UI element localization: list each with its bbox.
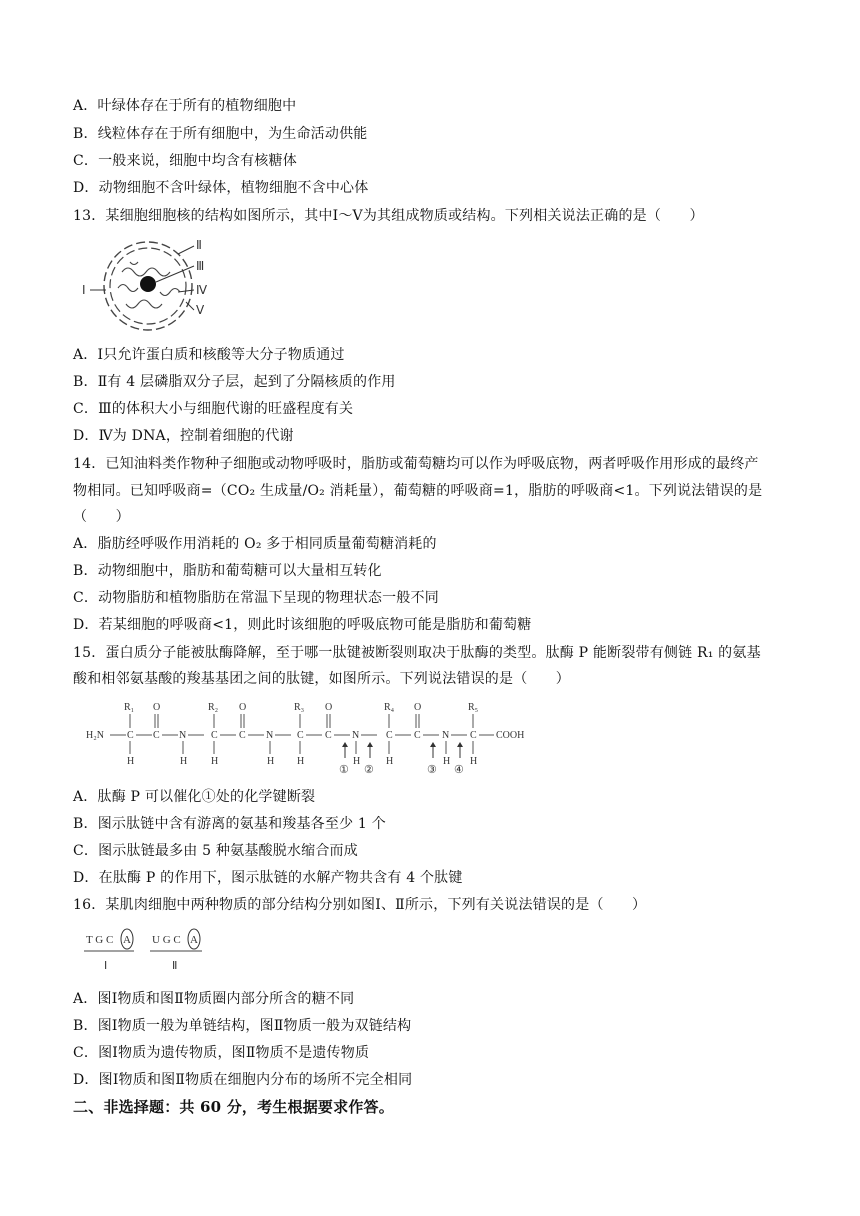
label-III: Ⅲ bbox=[196, 259, 205, 273]
atom-n: N bbox=[266, 730, 274, 741]
q13-option-a: A．Ⅰ只允许蛋白质和核酸等大分子物质通过 bbox=[73, 347, 345, 363]
atom-c: C bbox=[325, 730, 332, 741]
atom-c: C bbox=[414, 730, 421, 741]
atom-h: H bbox=[470, 756, 478, 767]
figure-I-circled-base: A bbox=[123, 934, 131, 946]
marker-2: ② bbox=[364, 764, 374, 776]
atom-h: H bbox=[353, 756, 361, 767]
nucleus-figure bbox=[82, 232, 222, 338]
atom-h: H bbox=[127, 756, 135, 767]
atom-c: C bbox=[153, 730, 160, 741]
nucleolus-shape bbox=[140, 276, 156, 292]
label-II: Ⅱ bbox=[196, 238, 202, 252]
side-chain-r2: R₂ bbox=[208, 702, 219, 713]
q13-stem: 13．某细胞细胞核的结构如图所示，其中Ⅰ～Ⅴ为其组成物质或结构。下列相关说法正确的是（ ） bbox=[73, 208, 704, 224]
q15-stem-line2: 酸和相邻氨基酸的羧基基团之间的肽键，如图所示。下列说法错误的是（ ） bbox=[73, 671, 570, 687]
section2-heading: 二、非选择题：共 60 分，考生根据要求作答。 bbox=[73, 1098, 394, 1116]
atom-n: N bbox=[352, 730, 360, 741]
atom-o: O bbox=[153, 702, 161, 713]
q13-option-b: B．Ⅱ有 4 层磷脂双分子层，起到了分隔核质的作用 bbox=[73, 374, 396, 390]
q13-option-c: C．Ⅲ的体积大小与细胞代谢的旺盛程度有关 bbox=[73, 401, 354, 417]
q16-option-a: A．图Ⅰ物质和图Ⅱ物质圈内部分所含的糖不同 bbox=[73, 991, 355, 1007]
side-chain-r1: R₁ bbox=[124, 702, 135, 713]
side-chain-r4: R₄ bbox=[384, 702, 395, 713]
nucleotide-figure bbox=[84, 925, 214, 975]
atom-h: H bbox=[211, 756, 219, 767]
side-chain-r5: R₅ bbox=[468, 702, 479, 713]
atom-o: O bbox=[239, 702, 247, 713]
q16-stem: 16．某肌肉细胞中两种物质的部分结构分别如图Ⅰ、Ⅱ所示，下列有关说法错误的是（ ） bbox=[73, 897, 647, 913]
atom-h: H bbox=[267, 756, 275, 767]
atom-n: N bbox=[179, 730, 187, 741]
n-terminus: H₂N bbox=[86, 730, 104, 741]
q16-option-c: C．图Ⅰ物质为遗传物质，图Ⅱ物质不是遗传物质 bbox=[73, 1045, 370, 1061]
figure-II-label: Ⅱ bbox=[172, 960, 178, 972]
atom-c: C bbox=[211, 730, 218, 741]
marker-4: ④ bbox=[454, 764, 464, 776]
side-chain-r3: R₃ bbox=[294, 702, 305, 713]
marker-3: ③ bbox=[427, 764, 437, 776]
q14-option-d: D．若某细胞的呼吸商<1，则此时该细胞的呼吸底物可能是脂肪和葡萄糖 bbox=[73, 617, 532, 633]
label-IV: Ⅳ bbox=[196, 283, 208, 297]
q15-option-a: A．肽酶 P 可以催化①处的化学键断裂 bbox=[73, 789, 316, 805]
figure-I-label: Ⅰ bbox=[104, 960, 108, 972]
peptide-chain-figure bbox=[84, 700, 554, 776]
atom-o: O bbox=[325, 702, 333, 713]
figure-II-circled-base: A bbox=[190, 934, 198, 946]
figure-II-bases: U G C bbox=[152, 934, 181, 946]
atom-c: C bbox=[239, 730, 246, 741]
atom-h: H bbox=[180, 756, 188, 767]
q14-option-c: C．动物脂肪和植物脂肪在常温下呈现的物理状态一般不同 bbox=[73, 590, 439, 606]
q14-stem-line3: （ ） bbox=[73, 509, 130, 525]
q14-stem-line1: 14．已知油料类作物种子细胞或动物呼吸时，脂肪或葡萄糖均可以作为呼吸底物，两者呼吸作用形成的最终产 bbox=[73, 456, 759, 472]
atom-o: O bbox=[414, 702, 422, 713]
atom-h: H bbox=[297, 756, 305, 767]
q12-option-b: B．线粒体存在于所有细胞中，为生命活动供能 bbox=[73, 126, 368, 142]
atom-h: H bbox=[443, 756, 451, 767]
q16-option-b: B．图Ⅰ物质一般为单链结构，图Ⅱ物质一般为双链结构 bbox=[73, 1018, 412, 1034]
marker-1: ① bbox=[339, 764, 349, 776]
q12-option-d: D．动物细胞不含叶绿体，植物细胞不含中心体 bbox=[73, 180, 369, 196]
c-terminus: COOH bbox=[496, 730, 525, 741]
figure-I-bases: T G C bbox=[86, 934, 114, 946]
atom-c: C bbox=[127, 730, 134, 741]
q12-option-c: C．一般来说，细胞中均含有核糖体 bbox=[73, 153, 297, 169]
label-I: Ⅰ bbox=[82, 283, 86, 297]
q15-option-c: C．图示肽链最多由 5 种氨基酸脱水缩合而成 bbox=[73, 843, 358, 859]
label-V: Ⅴ bbox=[196, 303, 205, 317]
q13-option-d: D．Ⅳ为 DNA，控制着细胞的代谢 bbox=[73, 428, 294, 444]
q16-option-d: D．图Ⅰ物质和图Ⅱ物质在细胞内分布的场所不完全相同 bbox=[73, 1072, 413, 1088]
q12-option-a: A．叶绿体存在于所有的植物细胞中 bbox=[73, 98, 297, 114]
atom-c: C bbox=[386, 730, 393, 741]
atom-c: C bbox=[470, 730, 477, 741]
q15-option-d: D．在肽酶 P 的作用下，图示肽链的水解产物共含有 4 个肽键 bbox=[73, 870, 463, 886]
q14-option-b: B．动物细胞中，脂肪和葡萄糖可以大量相互转化 bbox=[73, 563, 382, 579]
q14-stem-line2: 物相同。已知呼吸商=（CO₂ 生成量/O₂ 消耗量），葡萄糖的呼吸商=1，脂肪的呼吸商<1。下列说法错误的是 bbox=[73, 483, 763, 499]
atom-c: C bbox=[297, 730, 304, 741]
q14-option-a: A．脂肪经呼吸作用消耗的 O₂ 多于相同质量葡萄糖消耗的 bbox=[73, 536, 437, 552]
q15-option-b: B．图示肽链中含有游离的氨基和羧基各至少 1 个 bbox=[73, 816, 386, 832]
atom-h: H bbox=[386, 756, 394, 767]
q15-stem-line1: 15．蛋白质分子能被肽酶降解，至于哪一肽键被断裂则取决于肽酶的类型。肽酶 P 能断裂带有侧链 R₁ 的氨基 bbox=[73, 645, 761, 661]
atom-n: N bbox=[442, 730, 450, 741]
